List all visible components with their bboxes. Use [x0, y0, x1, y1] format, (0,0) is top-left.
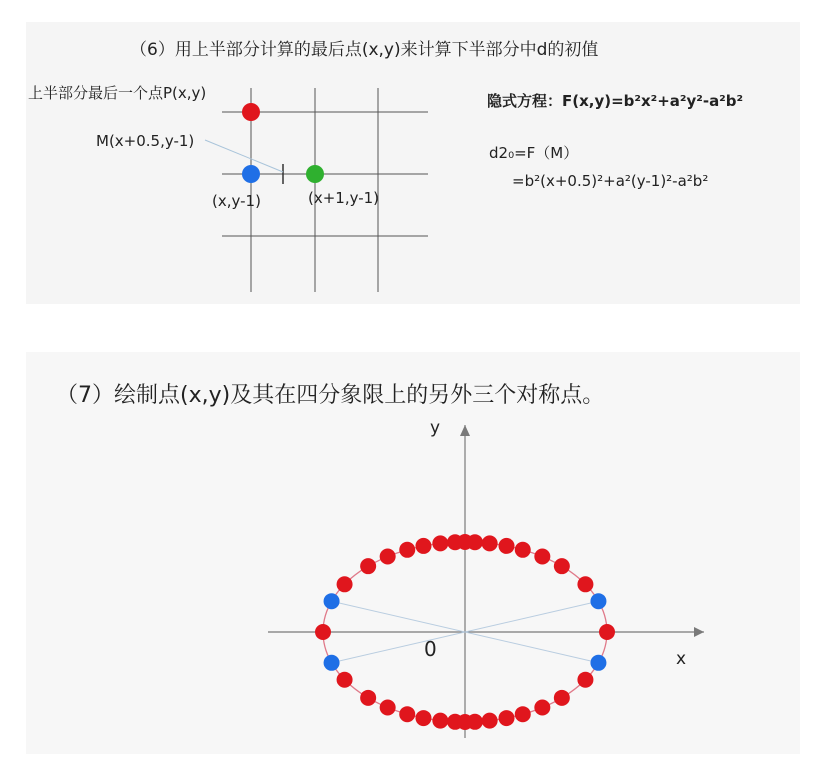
ellipse-point-red-2 [577, 576, 593, 592]
y-axis-label: y [430, 418, 441, 438]
ellipse-point-red-11 [432, 535, 448, 551]
ellipse-point-red-32 [577, 672, 593, 688]
symmetric-point-blue-2 [324, 593, 340, 609]
ellipse-point-red-1 [599, 624, 615, 640]
ellipse-point-red-29 [515, 706, 531, 722]
ellipse-point-red-6 [499, 538, 515, 554]
ellipse-point-red-20 [380, 699, 396, 715]
x-axis-label: x [676, 649, 687, 669]
point-x-y-minus-1 [242, 165, 260, 183]
ellipse-point-red-13 [399, 542, 415, 558]
ellipse-point-red-3 [554, 558, 570, 574]
ellipse-point-red-14 [380, 549, 396, 565]
ellipse-point-red-19 [360, 690, 376, 706]
ellipse-point-red-5 [515, 542, 531, 558]
label-point-p: 上半部分最后一个点P(x,y) [28, 84, 207, 102]
coordinate-axes [268, 425, 704, 738]
label-right-candidate: (x+1,y-1) [308, 189, 380, 207]
ellipse-point-red-17 [315, 624, 331, 640]
d2-initial-definition: d2₀=F（M） [489, 144, 579, 162]
symmetric-point-blue-1 [590, 593, 606, 609]
ellipse-point-red-27 [482, 713, 498, 729]
x-axis-arrow-icon [694, 627, 704, 637]
ellipse-point-red-12 [415, 538, 431, 554]
ellipse-point-red-16 [337, 576, 353, 592]
ellipse-point-red-23 [432, 713, 448, 729]
label-left-candidate: (x,y-1) [212, 192, 261, 210]
ellipse-point-red-30 [534, 699, 550, 715]
ellipse-point-red-15 [360, 558, 376, 574]
midpoint-pointer-line [205, 140, 283, 172]
ellipse-point-red-7 [482, 535, 498, 551]
section-6-title: （6）用上半部分计算的最后点(x,y)来计算下半部分中d的初值 [130, 40, 599, 60]
point-x-plus-1-y-minus-1 [306, 165, 324, 183]
ellipse-point-red-22 [415, 710, 431, 726]
ellipse-point-red-26 [467, 714, 483, 730]
ellipse-point-red-10 [447, 534, 463, 550]
ellipse-point-red-28 [499, 710, 515, 726]
origin-label: 0 [424, 637, 437, 661]
point-p [242, 103, 260, 121]
symmetric-point-blue-4 [590, 655, 606, 671]
ellipse-point-red-21 [399, 706, 415, 722]
label-midpoint-m: M(x+0.5,y-1) [96, 132, 195, 150]
ellipse-point-red-4 [534, 549, 550, 565]
implicit-equation: 隐式方程：F(x,y)=b²x²+a²y²-a²b² [487, 92, 744, 110]
ellipse-point-red-18 [337, 672, 353, 688]
d2-initial-expansion: =b²(x+0.5)²+a²(y-1)²-a²b² [512, 172, 709, 190]
symmetric-point-blue-3 [324, 655, 340, 671]
y-axis-arrow-icon [460, 425, 470, 436]
ellipse-point-red-31 [554, 690, 570, 706]
section-7-title: （7）绘制点(x,y)及其在四分象限上的另外三个对称点。 [56, 383, 605, 408]
